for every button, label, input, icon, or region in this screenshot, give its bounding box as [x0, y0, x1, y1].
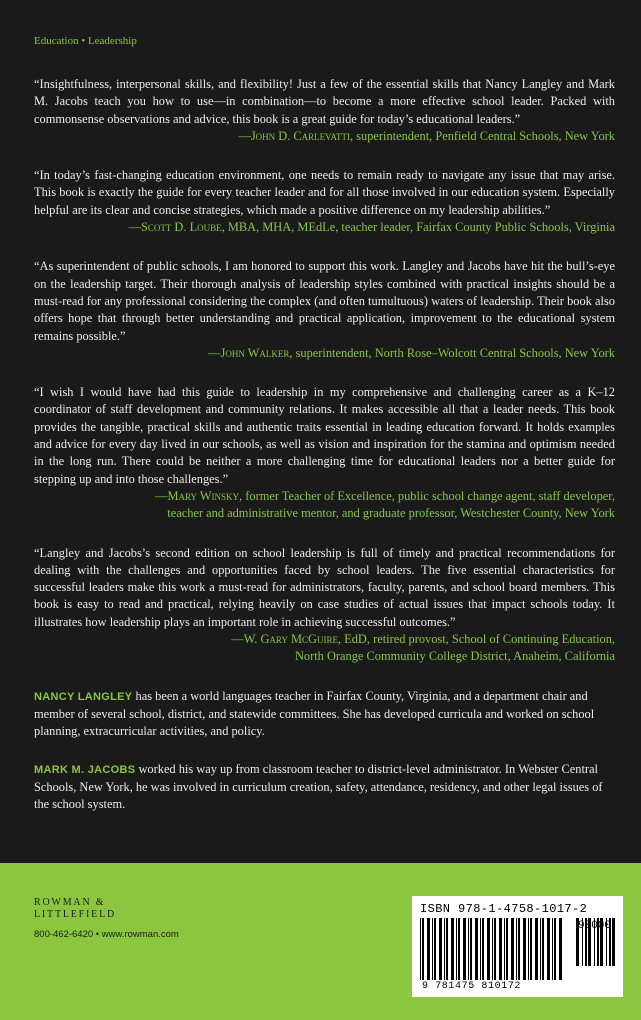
- barcode-bar: [468, 918, 469, 980]
- quote-attribution: —John Walker, superintendent, North Rose–Wolcott Central Schools, New York: [208, 345, 615, 360]
- publisher-logo-line2: LITTLEFIELD: [34, 909, 117, 920]
- barcode-bar: [434, 918, 436, 980]
- barcode-bar: [494, 918, 496, 980]
- barcode-bar: [530, 918, 532, 980]
- quote-author: W. Gary McGuire: [243, 632, 338, 647]
- isbn-barcode: [412, 896, 623, 997]
- quote-4: [34, 384, 615, 522]
- barcode-bar: [432, 918, 433, 980]
- quote-text: “Insightfulness, interpersonal skills, and flexibility! Just a few of the essential skills that Nancy Langley and Mark M. Jacobs teach you how to use—in combination—to become a more effective school leader. Packed with commonsense observations and advice, this book is a great guide for today’s educational leaders.”: [34, 77, 615, 126]
- barcode-bar: [470, 918, 472, 980]
- author-bio-langley: [34, 688, 615, 741]
- back-cover-content: [34, 76, 615, 833]
- author-bio-text: worked his way up from classroom teacher to district-level administrator. In Webster Central Schools, New York, he was involved in curriculum creation, safety, attendance, residency, and other legal issues of the school system.: [34, 761, 603, 812]
- barcode-bar: [542, 918, 544, 980]
- barcode-bar: [612, 918, 615, 966]
- quote-text: “Langley and Jacobs’s second edition on school leadership is full of timely and practical recommendations for dealing with the challenges and opportunities faced by school leaders. The five essential characteristics for successful leaders make this work a must-read for administrators, faculty, parents, and school board members. This book is easy to read and practical, relying heavily on case studies of actual issues that impact schools today. It illustrates how leadership plays an important role in achieving successful outcomes.”: [34, 545, 615, 629]
- barcode-bar: [482, 918, 484, 980]
- quote-text: “As superintendent of public schools, I am honored to support this work. Langley and Jacobs have hit the bull’s-eye on the leadership target. Their thorough analysis of leadership styles combined with practical insights should be a must-read for any professional considering the complex (and often tumultuous) waters of leadership. Their book also offers hope that through better understanding and practical application, improvement to the educational system remains possible.”: [34, 259, 615, 343]
- barcode-bar: [559, 918, 562, 980]
- quote-text: “In today’s fast-changing education environment, one needs to remain ready to navigate any issue that may arise. This book is exactly the guide for every teacher leader and for all those involved in our education system. Especially helpful are its clear and concise strategies, which made a positive difference on my leadership abilities.”: [34, 168, 615, 217]
- quote-author: John D. Carlevatti: [250, 128, 350, 143]
- barcode-bar: [511, 918, 514, 980]
- quote-attribution: —Scott D. Loube, MBA, MHA, MEdLe, teacher leader, Fairfax County Public Schools, Virginia: [128, 220, 615, 235]
- publisher-logo-line1: ROWMAN &: [34, 897, 106, 908]
- quote-1: [34, 76, 615, 145]
- barcode-bar: [439, 918, 442, 980]
- barcode-bar: [535, 918, 538, 980]
- price-code: 90000: [578, 920, 612, 932]
- author-bio-text: has been a world languages teacher in Fairfax County, Virginia, and a department chair and member of several school, district, and statewide committees. She has developed curricula and worked on school planning, extracurricular activities, and policy.: [34, 688, 595, 739]
- quote-text: “I wish I would have had this guide to leadership in my comprehensive and challenging career as a K–12 coordinator of staff development and community relations. It makes accessible all that a leader needs. This book provides the tangible, practical skills and authentic traits essential in leading education forward. It holds examples and advice for every day lived in our schools, as well as vision and inspiration for the stamina and optimism needed in the long run. There could be neither a more challenging time for educational leaders nor a better guide for stepping up and into those challenges.”: [34, 385, 615, 486]
- barcode-bar: [547, 918, 550, 980]
- barcode-bar: [463, 918, 466, 980]
- barcode-bar: [516, 918, 517, 980]
- barcode-bar: [518, 918, 520, 980]
- barcode-bar: [523, 918, 526, 980]
- author-name: NANCY LANGLEY: [34, 690, 133, 703]
- quote-attribution: —John D. Carlevatti, superintendent, Penfield Central Schools, New York: [238, 128, 615, 143]
- author-bio-jacobs: [34, 761, 615, 814]
- publisher-contact: 800-462-6420 • www.rowman.com: [34, 929, 179, 940]
- barcode-bar: [528, 918, 529, 980]
- barcode-bar: [487, 918, 490, 980]
- barcode-digits: 9 781475 810172: [422, 981, 522, 992]
- barcode-bar: [422, 918, 424, 980]
- barcode-bar: [480, 918, 481, 980]
- barcode-bar: [540, 918, 541, 980]
- barcode-bar: [420, 918, 421, 980]
- barcode-bar: [451, 918, 454, 980]
- barcode-bar: [446, 918, 448, 980]
- barcode-bar: [552, 918, 553, 980]
- quote-author: John Walker: [220, 345, 290, 360]
- barcode-bar: [504, 918, 505, 980]
- author-name: MARK M. JACOBS: [34, 763, 136, 776]
- quote-author: Mary Winsky: [167, 488, 240, 503]
- quote-5: [34, 545, 615, 666]
- quote-attribution-line2: teacher and administrative mentor, and graduate professor, Westchester County, New York: [167, 506, 615, 521]
- barcode-bar: [499, 918, 502, 980]
- barcode-bar: [475, 918, 478, 980]
- quote-attribution: —Mary Winsky, former Teacher of Excellence, public school change agent, staff developer,: [155, 488, 615, 503]
- barcode-bar: [492, 918, 493, 980]
- quote-attribution-line2: North Orange Community College District, Anaheim, California: [294, 649, 615, 664]
- barcode-bar: [456, 918, 457, 980]
- quote-attribution: —W. Gary McGuire, EdD, retired provost, School of Continuing Education,: [231, 632, 615, 647]
- quote-3: [34, 258, 615, 362]
- barcode-bar: [444, 918, 445, 980]
- category-label: Education • Leadership: [34, 35, 137, 47]
- quote-2: [34, 167, 615, 236]
- quote-author: Scott D. Loube: [140, 220, 222, 235]
- barcode-bar: [427, 918, 430, 980]
- barcode-bar: [458, 918, 460, 980]
- isbn-number: ISBN 978-1-4758-1017-2: [420, 902, 588, 916]
- barcode-bar: [554, 918, 556, 980]
- barcode-bar: [506, 918, 508, 980]
